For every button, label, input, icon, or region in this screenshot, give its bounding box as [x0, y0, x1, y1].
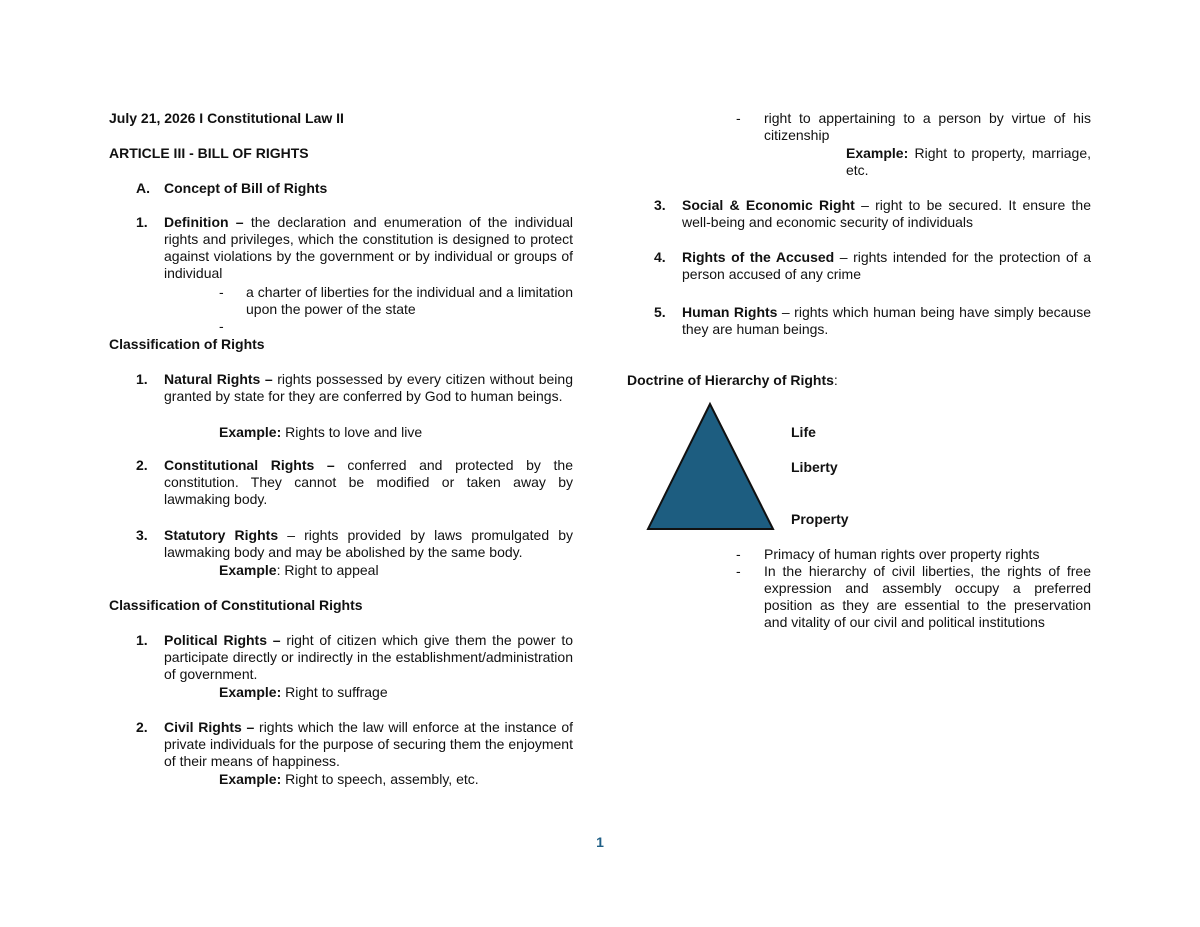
hierarchy-level-property: Property: [791, 511, 849, 527]
page-number: 1: [596, 834, 604, 850]
doctrine-title: Doctrine of Hierarchy of Rights: [627, 372, 834, 388]
example-text: Rights to love and live: [281, 424, 423, 440]
item-text: – rights intended for the protection of a person accused of any crime: [682, 249, 1091, 282]
article-title: ARTICLE III - BILL OF RIGHTS: [109, 145, 309, 161]
hierarchy-level-liberty: Liberty: [791, 459, 838, 475]
bullet-dash: -: [219, 318, 224, 334]
doctrine-colon: :: [833, 372, 838, 388]
item-text: right of citizen which give them the power to participate directly or indirectly in the establishment/administration of government.: [164, 632, 573, 682]
classification-constitutional-heading: Classification of Constitutional Rights: [109, 597, 363, 613]
term: Rights of the Accused: [682, 249, 835, 265]
social-economic-paragraph: [682, 197, 1091, 231]
hierarchy-triangle-icon: [640, 398, 785, 536]
list-number: 1.: [136, 214, 148, 230]
doctrine-heading: [627, 372, 838, 389]
document-header: July 21, 2026 I Constitutional Law II: [109, 110, 344, 126]
term: Civil Rights –: [164, 719, 255, 735]
example-line: [219, 771, 479, 788]
item-text: – rights provided by laws promulgated by lawmaking body and may be abolished by the same body.: [164, 527, 573, 560]
accused-rights-paragraph: [682, 249, 1091, 283]
bullet-dash: -: [736, 546, 741, 562]
list-number: 2.: [136, 719, 148, 735]
example-line: [219, 424, 422, 441]
civil-rights-paragraph: [164, 719, 573, 770]
political-rights-paragraph: [164, 632, 573, 683]
example-line: [219, 684, 388, 701]
classification-heading: Classification of Rights: [109, 336, 265, 352]
statutory-rights-paragraph: [164, 527, 573, 561]
item-text: rights possessed by every citizen without being granted by state for they are conferred by God to human beings.: [164, 371, 573, 404]
example-label: Example:: [219, 771, 282, 787]
section-letter: A.: [136, 180, 150, 196]
term: Natural Rights –: [164, 371, 273, 387]
example-text: : Right to appeal: [276, 562, 379, 578]
term: Political Rights –: [164, 632, 281, 648]
civil-rights-bullet: right to appertaining to a person by virtue of his citizenship: [764, 110, 1091, 143]
item-text: conferred and protected by the constitution. They cannot be modified or taken away by lawmaking body.: [164, 457, 573, 507]
term: Human Rights: [682, 304, 778, 320]
list-number: 3.: [654, 197, 666, 213]
item-text: – right to be secured. It ensure the well-being and economic security of individuals: [682, 197, 1091, 230]
doctrine-bullet: Primacy of human rights over property rights: [764, 546, 1040, 562]
bullet-dash: -: [736, 110, 741, 126]
list-number: 1.: [136, 371, 148, 387]
definition-paragraph: [164, 214, 573, 282]
example-line: [846, 145, 1091, 179]
natural-rights-paragraph: [164, 371, 573, 405]
list-number: 1.: [136, 632, 148, 648]
item-text: rights which the law will enforce at the instance of private individuals for the purpose of securing them the enjoyment of their means of happiness.: [164, 719, 573, 769]
example-label: Example:: [846, 145, 909, 161]
term: Constitutional Rights –: [164, 457, 335, 473]
example-text: Right to speech, assembly, etc.: [281, 771, 479, 787]
section-title: Concept of Bill of Rights: [164, 180, 328, 196]
triangle-shape: [648, 404, 773, 529]
bullet-dash: -: [736, 563, 741, 579]
example-label: Example:: [219, 424, 282, 440]
list-number: 2.: [136, 457, 148, 473]
human-rights-paragraph: [682, 304, 1091, 338]
list-number: 5.: [654, 304, 666, 320]
example-text: Right to suffrage: [281, 684, 388, 700]
term: Statutory Rights: [164, 527, 279, 543]
bullet-dash: -: [219, 284, 224, 300]
list-number: 3.: [136, 527, 148, 543]
example-text: Right to property, marriage, etc.: [846, 145, 1091, 178]
list-number: 4.: [654, 249, 666, 265]
doctrine-bullet: In the hierarchy of civil liberties, the rights of free expression and assembly occupy a preferred position as they are essential to the preservation and vitality of our civil and political institutions: [764, 563, 1091, 630]
hierarchy-level-life: Life: [791, 424, 816, 440]
term: Definition –: [164, 214, 244, 230]
constitutional-rights-paragraph: [164, 457, 573, 508]
definition-bullet: a charter of liberties for the individual and a limitation upon the power of the state: [246, 284, 573, 317]
example-line: [219, 562, 379, 579]
example-label: Example:: [219, 684, 282, 700]
item-text: – rights which human being have simply because they are human beings.: [682, 304, 1092, 337]
definition-text: the declaration and enumeration of the individual rights and privileges, which the constitution is designed to protect against violations by the government or by individual or groups of individual: [164, 214, 573, 281]
example-label: Example: [219, 562, 277, 578]
term: Social & Economic Right: [682, 197, 855, 213]
